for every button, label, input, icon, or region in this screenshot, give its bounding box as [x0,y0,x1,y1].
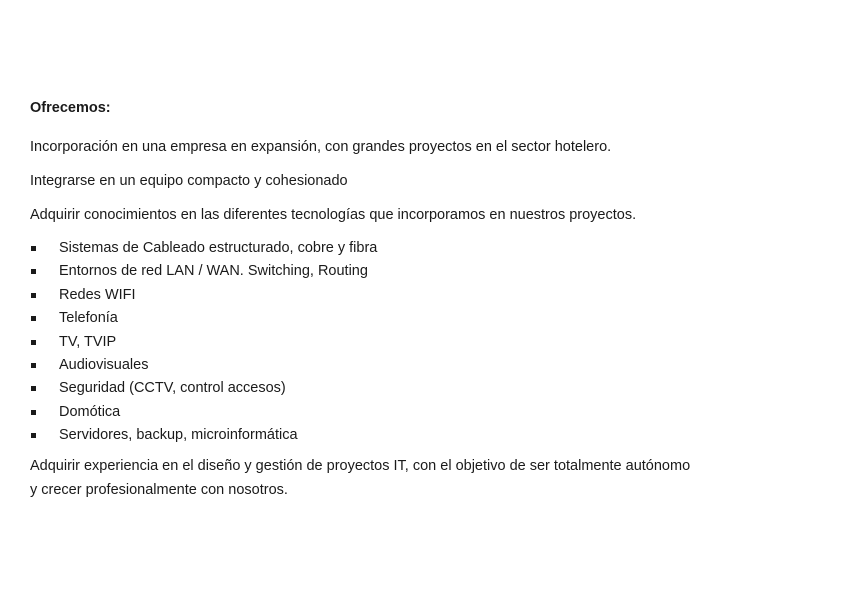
list-item [30,260,813,283]
square-bullet-icon [31,316,36,321]
paragraph-incorporation: Incorporación en una empresa en expansión, con grandes proyectos en el sector hotelero. [30,139,612,155]
square-bullet-icon [31,363,36,368]
technology-list [30,237,813,448]
list-item [30,237,813,260]
paragraph-knowledge: Adquirir conocimientos en las diferentes tecnologías que incorporamos en nuestros proyectos. [30,207,637,223]
section-heading: Ofrecemos: [30,100,111,116]
list-item [30,284,813,307]
list-item [30,331,813,354]
list-item-text: Audiovisuales [59,356,149,373]
list-item-text: Telefonía [59,310,118,327]
list-item-text: Seguridad (CCTV, control accesos) [59,380,286,397]
list-item-text: Redes WIFI [59,286,136,303]
square-bullet-icon [31,340,36,345]
list-item-text: Entornos de red LAN / WAN. Switching, Routing [59,263,368,280]
square-bullet-icon [31,433,36,438]
list-item [30,354,813,377]
paragraph-team: Integrarse en un equipo compacto y cohesionado [30,173,348,189]
square-bullet-icon [31,293,36,298]
list-item-text: Sistemas de Cableado estructurado, cobre y fibra [59,240,378,256]
list-item-text: Domótica [59,403,121,420]
list-item [30,377,813,400]
square-bullet-icon [31,246,36,251]
square-bullet-icon [31,410,36,415]
list-item-text: TV, TVIP [59,333,117,350]
square-bullet-icon [31,386,36,391]
square-bullet-icon [31,269,36,274]
list-item-text: Servidores, backup, microinformática [59,427,298,444]
closing-line-2: y crecer profesionalmente con nosotros. [30,481,288,498]
closing-line-1: Adquirir experiencia en el diseño y gestión de proyectos IT, con el objetivo de ser totalmente autónomo [30,457,691,474]
list-item [30,401,813,424]
paragraph-closing [30,454,750,502]
list-item [30,307,813,330]
list-item [30,424,813,447]
